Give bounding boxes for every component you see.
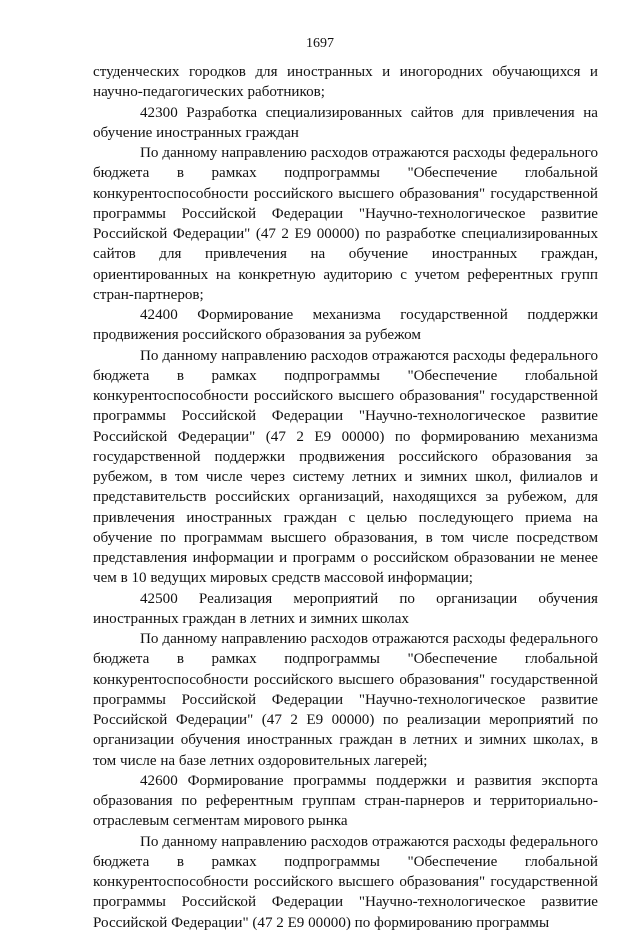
paragraph-description-42300: По данному направлению расходов отражаются расходы федерального бюджета в рамках подпрограммы "Обеспечение глобальной конкурентоспособности российского высшего образования" государственной программы Российской Федерации "Научно-технологическое развитие Российской Федерации" (47 2 Е9 00000) по разработке специализированных сайтов для привлечения на обучение иностранных граждан, ориентированных на конкретную аудиторию с учетом референтных групп стран-партнеров; [93, 145, 598, 303]
paragraph-continuation: студенческих городков для иностранных и иногородних обучающихся и научно-педагогических работников; [93, 64, 598, 101]
paragraph-description-42600: По данному направлению расходов отражаются расходы федерального бюджета в рамках подпрограммы "Обеспечение глобальной конкурентоспособности российского высшего образования" государственной программы Российской Федерации "Научно-технологическое развитие Российской Федерации" (47 2 Е9 00000) по формированию программы [93, 833, 598, 931]
paragraph-heading-42400: 42400 Формирование механизма государственной поддержки продвижения российского образования за рубежом [93, 307, 598, 344]
document-body [93, 62, 598, 933]
paragraph-description-42500: По данному направлению расходов отражаются расходы федерального бюджета в рамках подпрограммы "Обеспечение глобальной конкурентоспособности российского высшего образования" государственной программы Российской Федерации "Научно-технологическое развитие Российской Федерации" (47 2 Е9 00000) по реализации мероприятий по организации обучения иностранных граждан в летних и зимних школах, в том числе на базе летних оздоровительных лагерей; [93, 631, 598, 769]
paragraph-description-42400: По данному направлению расходов отражаются расходы федерального бюджета в рамках подпрограммы "Обеспечение глобальной конкурентоспособности российского высшего образования" государственной программы Российской Федерации "Научно-технологическое развитие Российской Федерации" (47 2 Е9 00000) по формированию механизма государственной поддержки продвижения российского образования за рубежом, в том числе через систему летних и зимних школ, филиалов и представительств российских организаций, находящихся за рубежом, для привлечения иностранных граждан с целью последующего приема на обучение по программам высшего образования, в том числе посредством представления информации и программ о российском образовании не менее чем в 10 ведущих мировых средств массовой информации; [93, 347, 598, 587]
paragraph-heading-42300: 42300 Разработка специализированных сайтов для привлечения на обучение иностранных граждан [93, 104, 598, 141]
paragraph-heading-42600: 42600 Формирование программы поддержки и развития экспорта образования по референтным группам стран-парнеров и территориально-отраслевым сегментам мирового рынка [93, 772, 598, 830]
paragraph-heading-42500: 42500 Реализация мероприятий по организации обучения иностранных граждан в летних и зимних школах [93, 590, 598, 627]
page-number: 1697 [306, 36, 334, 51]
